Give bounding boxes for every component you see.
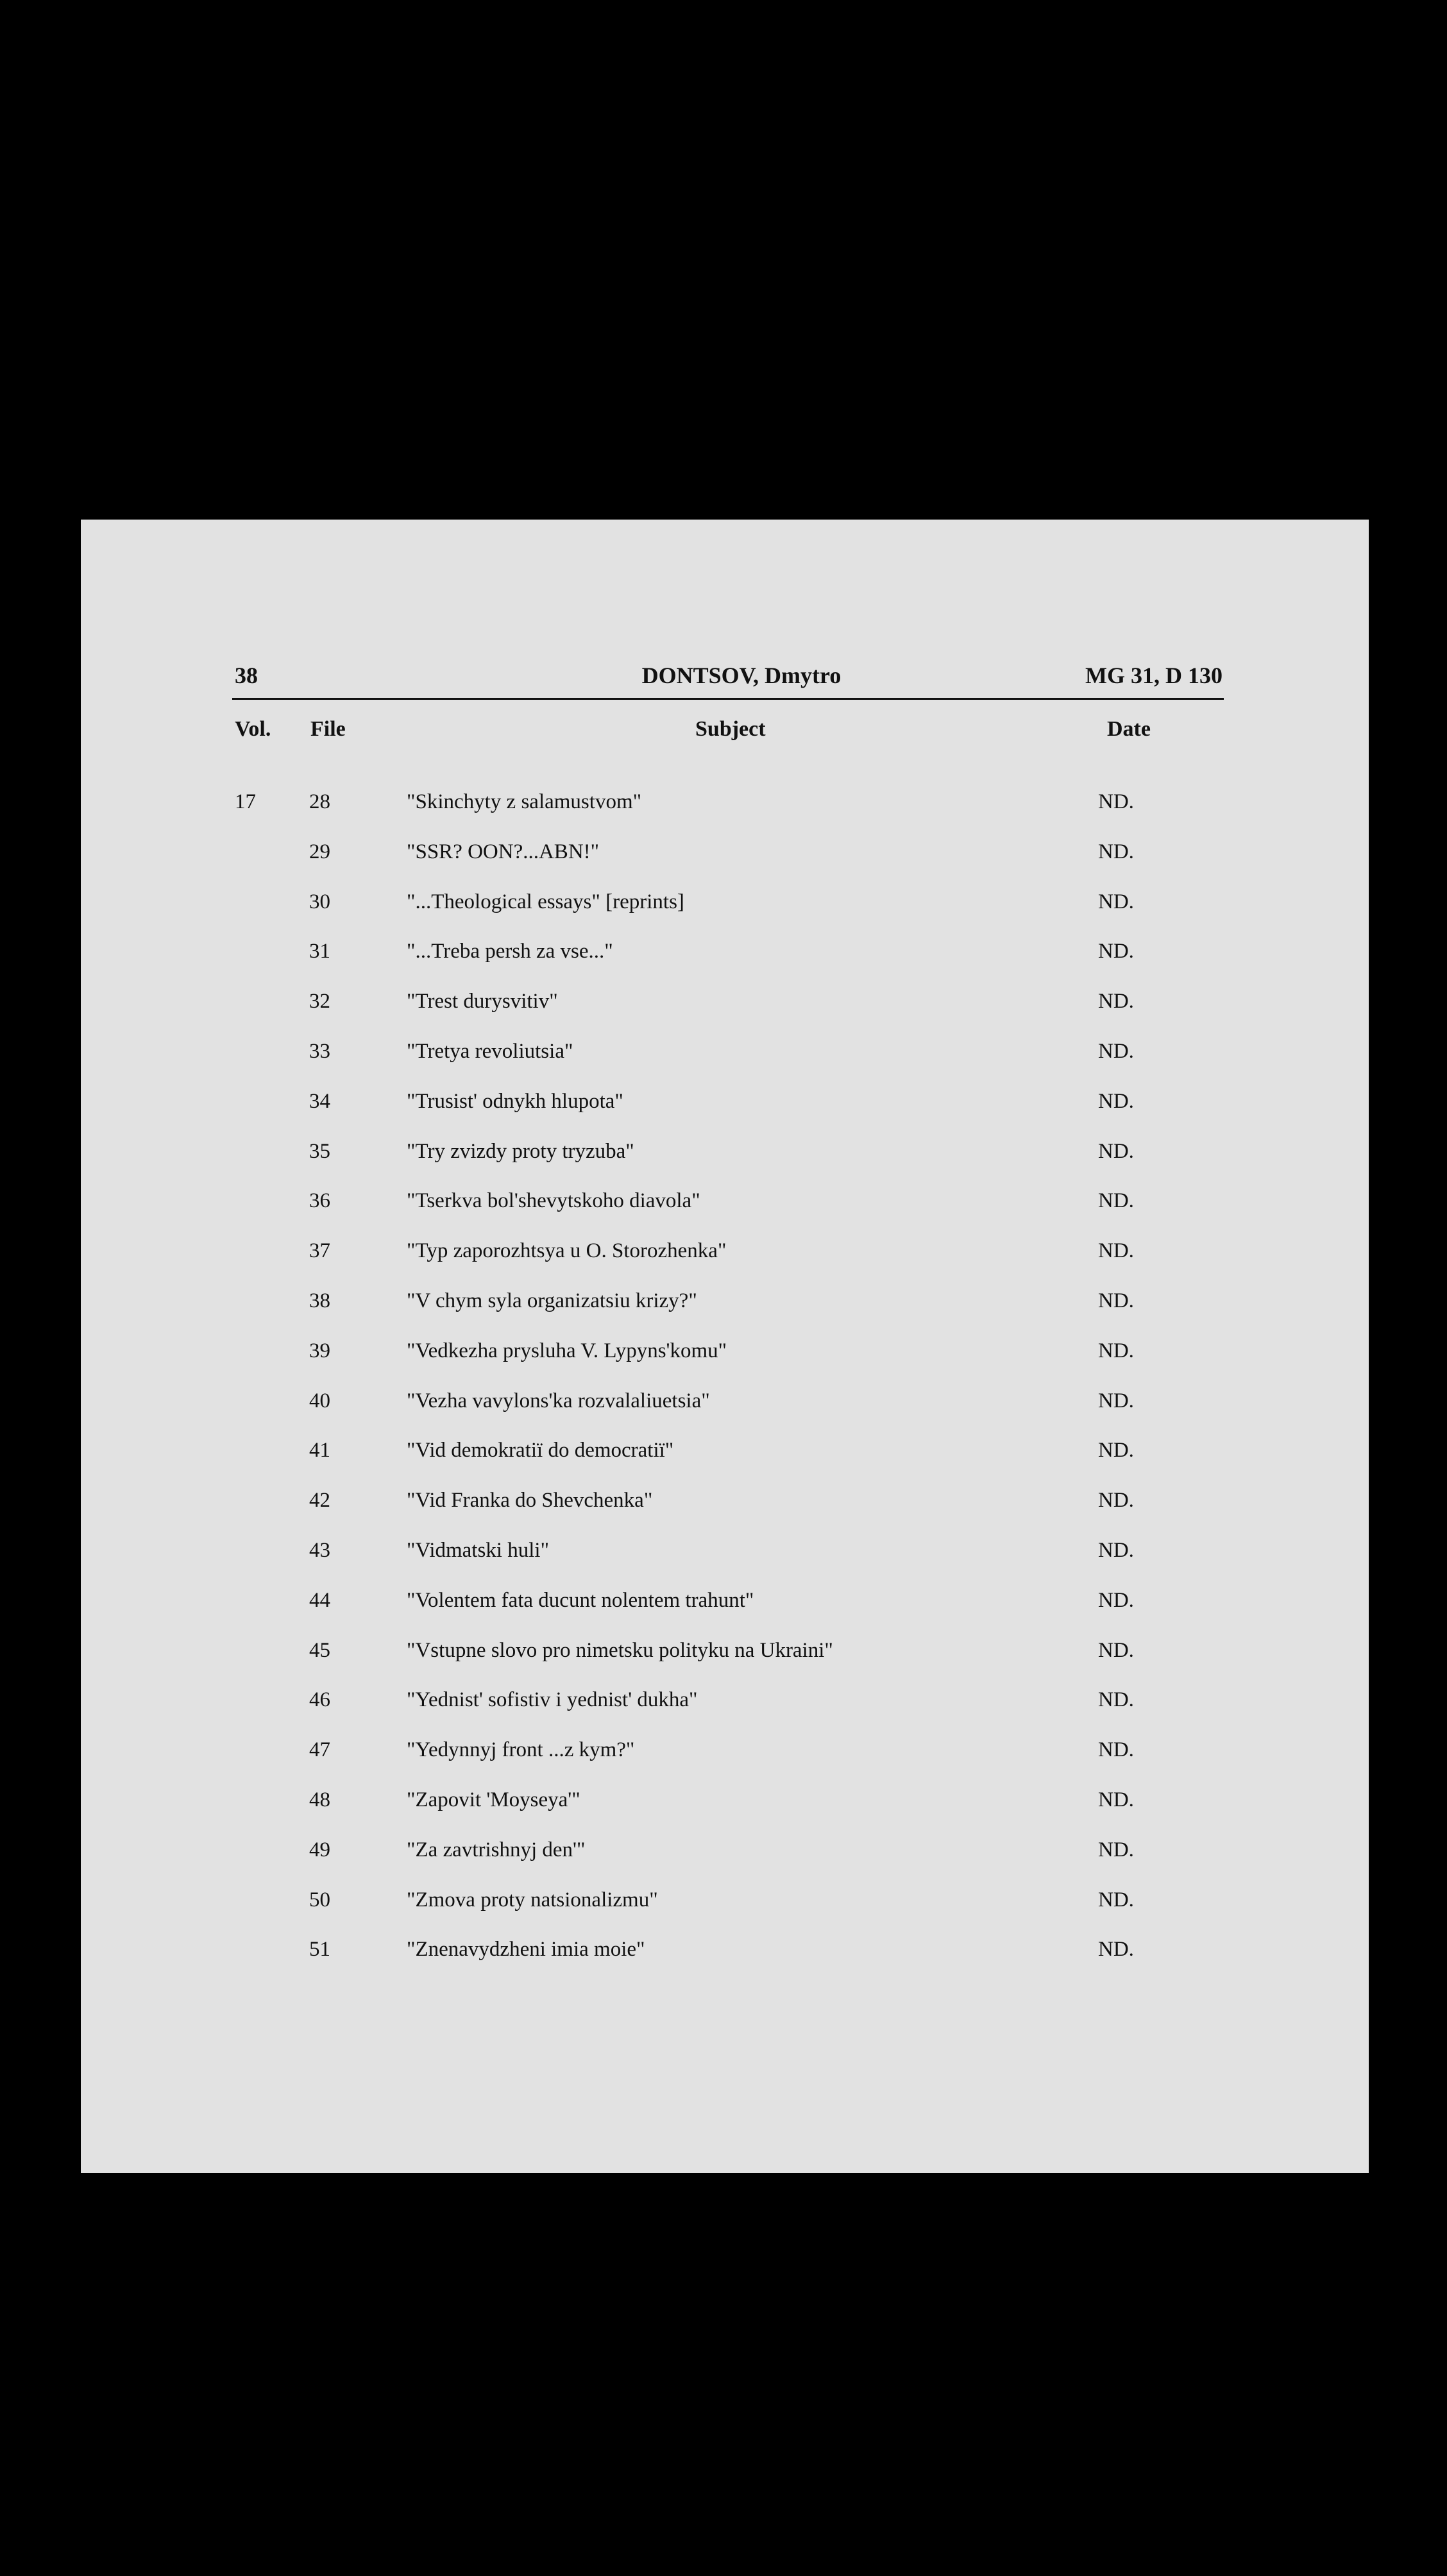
row-subject: "Vedkezha prysluha V. Lypyns'komu" (407, 1339, 727, 1362)
row-subject: "Typ zaporozhtsya u O. Storozhenka" (407, 1239, 727, 1263)
table-row (81, 940, 1369, 990)
table-row (81, 990, 1369, 1040)
table-row (81, 1888, 1369, 1938)
row-file-number: 40 (309, 1389, 330, 1412)
row-date: ND. (1098, 1089, 1134, 1113)
row-file-number: 43 (309, 1538, 330, 1562)
table-row (81, 1090, 1369, 1140)
table-row (81, 1439, 1369, 1489)
header-rule (232, 698, 1224, 700)
row-subject: "SSR? OON?...ABN!" (407, 840, 600, 863)
file-list (81, 790, 1369, 1988)
row-file-number: 41 (309, 1439, 330, 1462)
row-date: ND. (1098, 1788, 1134, 1811)
table-row (81, 1339, 1369, 1389)
table-row (81, 1639, 1369, 1689)
row-date: ND. (1098, 1938, 1134, 1962)
row-file-number: 32 (309, 990, 330, 1013)
row-file-number: 38 (309, 1289, 330, 1312)
table-row (81, 790, 1369, 840)
row-date: ND. (1098, 990, 1134, 1013)
row-file-number: 45 (309, 1638, 330, 1662)
row-subject: "...Theological essays" [reprints] (407, 890, 684, 913)
row-file-number: 35 (309, 1139, 330, 1163)
row-date: ND. (1098, 1888, 1134, 1911)
column-header-date: Date (1107, 717, 1151, 741)
table-row (81, 1738, 1369, 1788)
table-row (81, 1389, 1369, 1439)
row-file-number: 34 (309, 1089, 330, 1113)
row-file-number: 36 (309, 1189, 330, 1213)
row-subject: "Volentem fata ducunt nolentem trahunt" (407, 1588, 754, 1612)
row-subject: "Skinchyty z salamustvom" (407, 790, 642, 813)
table-row (81, 1289, 1369, 1339)
row-subject: "Tretya revoliutsia" (407, 1039, 573, 1063)
row-file-number: 51 (309, 1938, 330, 1962)
row-date: ND. (1098, 890, 1134, 913)
row-date: ND. (1098, 1189, 1134, 1213)
table-row (81, 1140, 1369, 1190)
row-subject: "Vid Franka do Shevchenka" (407, 1489, 653, 1513)
row-date: ND. (1098, 1039, 1134, 1063)
table-row (81, 1040, 1369, 1090)
row-subject: "Tserkva bol'shevytskoho diavola" (407, 1189, 700, 1213)
row-file-number: 31 (309, 940, 330, 963)
row-subject: "Yednist' sofistiv i yednist' dukha" (407, 1688, 698, 1712)
row-file-number: 39 (309, 1339, 330, 1362)
table-row (81, 1788, 1369, 1838)
table-row (81, 1489, 1369, 1539)
row-file-number: 50 (309, 1888, 330, 1911)
row-file-number: 49 (309, 1838, 330, 1861)
page-title: DONTSOV, Dmytro (641, 663, 842, 688)
row-date: ND. (1098, 1389, 1134, 1412)
row-subject: "Znenavydzheni imia moie" (407, 1938, 645, 1962)
row-date: ND. (1098, 1489, 1134, 1513)
table-row (81, 890, 1369, 940)
row-date: ND. (1098, 840, 1134, 863)
row-file-number: 42 (309, 1489, 330, 1513)
row-date: ND. (1098, 1239, 1134, 1263)
row-date: ND. (1098, 1538, 1134, 1562)
table-row (81, 1239, 1369, 1289)
row-vol: 17 (235, 790, 256, 813)
row-date: ND. (1098, 1638, 1134, 1662)
row-date: ND. (1098, 1588, 1134, 1612)
row-date: ND. (1098, 1838, 1134, 1861)
table-row (81, 1539, 1369, 1589)
column-header-vol: Vol. (235, 717, 271, 741)
row-file-number: 46 (309, 1688, 330, 1712)
row-date: ND. (1098, 940, 1134, 963)
row-subject: "...Treba persh za vse..." (407, 940, 613, 963)
row-subject: "Zapovit 'Moyseya'" (407, 1788, 580, 1811)
column-header-subject: Subject (695, 717, 766, 741)
table-row (81, 840, 1369, 890)
table-row (81, 1838, 1369, 1888)
table-row (81, 1589, 1369, 1639)
row-subject: "Vezha vavylons'ka rozvalaliuetsia" (407, 1389, 710, 1412)
row-file-number: 30 (309, 890, 330, 913)
document-page (81, 520, 1369, 2173)
row-subject: "Vstupne slovo pro nimetsku polityku na Ukraini" (407, 1638, 833, 1662)
row-date: ND. (1098, 1688, 1134, 1712)
row-subject: "Try zvizdy proty tryzuba" (407, 1139, 634, 1163)
row-subject: "Vidmatski huli" (407, 1538, 550, 1562)
row-subject: "Yedynnyj front ...z kym?" (407, 1738, 635, 1762)
row-subject: "Vid demokratiï do democratiï" (407, 1439, 674, 1462)
table-row (81, 1938, 1369, 1988)
row-subject: "Zmova proty natsionalizmu" (407, 1888, 658, 1911)
row-file-number: 48 (309, 1788, 330, 1811)
row-date: ND. (1098, 1439, 1134, 1462)
archive-reference: MG 31, D 130 (1085, 663, 1223, 688)
page-header (235, 662, 1223, 686)
row-file-number: 44 (309, 1588, 330, 1612)
row-date: ND. (1098, 1289, 1134, 1312)
row-file-number: 33 (309, 1039, 330, 1063)
row-file-number: 37 (309, 1239, 330, 1263)
row-file-number: 47 (309, 1738, 330, 1762)
row-file-number: 28 (309, 790, 330, 813)
row-date: ND. (1098, 790, 1134, 813)
row-subject: "Trusist' odnykh hlupota" (407, 1089, 623, 1113)
row-date: ND. (1098, 1139, 1134, 1163)
column-header-file: File (310, 717, 346, 741)
row-date: ND. (1098, 1339, 1134, 1362)
row-file-number: 29 (309, 840, 330, 863)
table-row (81, 1189, 1369, 1239)
page-number: 38 (235, 663, 258, 688)
row-subject: "Za zavtrishnyj den'" (407, 1838, 586, 1861)
row-subject: "Trest durysvitiv" (407, 990, 558, 1013)
row-date: ND. (1098, 1738, 1134, 1762)
table-row (81, 1688, 1369, 1738)
row-subject: "V chym syla organizatsiu krizy?" (407, 1289, 697, 1312)
